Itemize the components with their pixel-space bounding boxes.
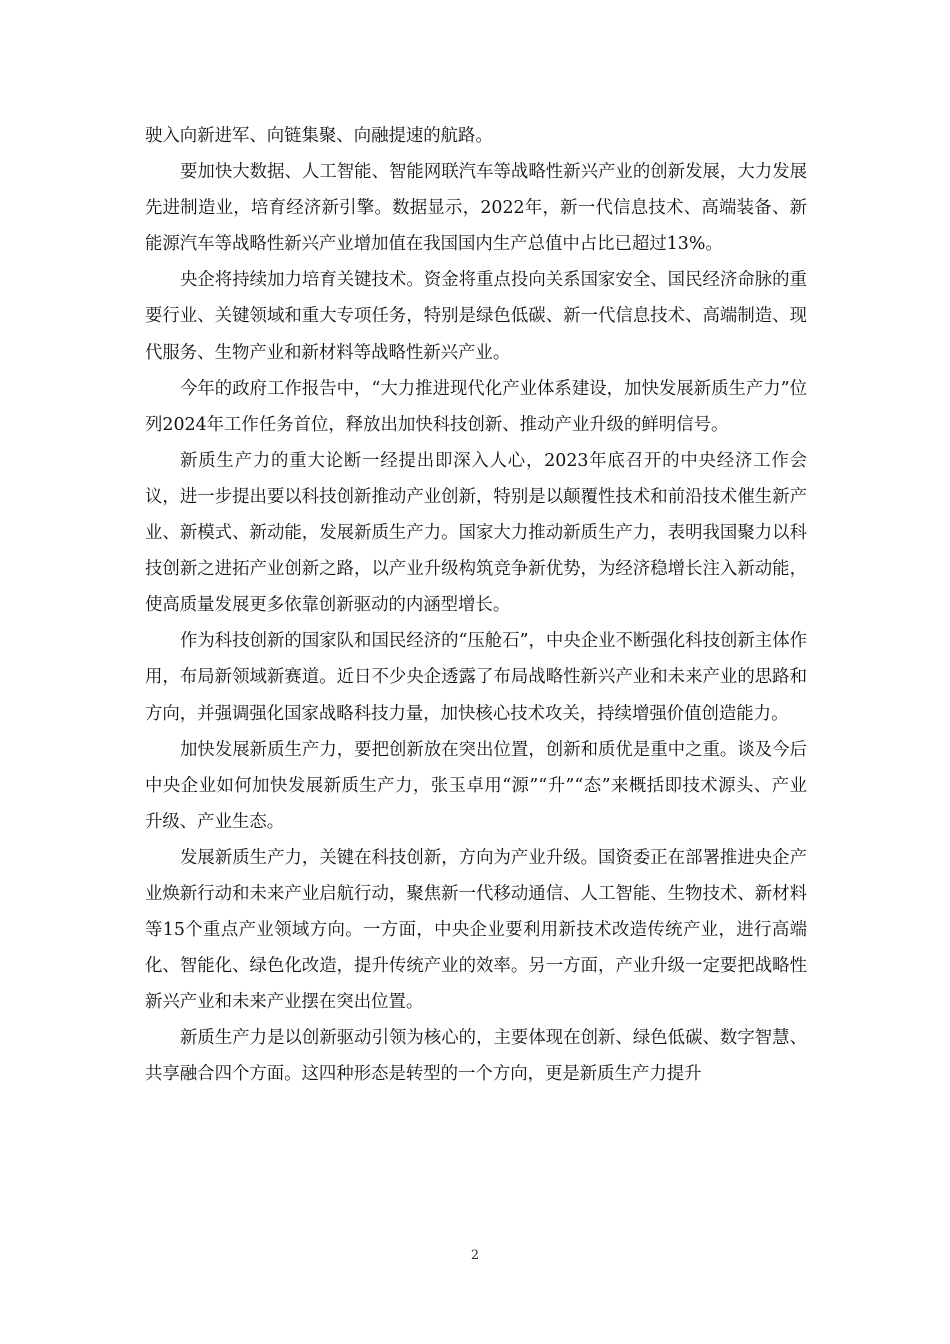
paragraph-key-technologies: 央企将持续加力培育关键技术。资金将重点投向关系国家安全、国民经济命脉的重要行业、关键领域和重大专项任务，特别是绿色低碳、新一代信息技术、高端制造、现代服务、生物产业和新材料等战略性新兴产业。 [145,270,807,363]
page-number: 2 [470,1248,480,1263]
paragraph-government-report: 今年的政府工作报告中，“大力推进现代化产业体系建设，加快发展新质生产力”位列2024年工作任务首位，释放出加快科技创新、推动产业升级的鲜明信号。 [145,378,807,435]
document-body [145,118,807,1093]
paragraph-innovation-priority: 加快发展新质生产力，要把创新放在突出位置，创新和质优是重中之重。谈及今后中央企业如何加快发展新质生产力，张玉卓用“源”“升”“态”来概括即技术源头、产业升级、产业生态。 [145,739,807,832]
paragraph-continued: 驶入向新进军、向链集聚、向融提速的航路。 [145,126,493,146]
paragraph-emerging-industries: 要加快大数据、人工智能、智能网联汽车等战略性新兴产业的创新发展，大力发展先进制造业，培育经济新引擎。数据显示，2022年，新一代信息技术、高端装备、新能源汽车等战略性新兴产业增加值在我国国内生产总值中占比已超过13%。 [145,162,807,255]
paragraph-industrial-upgrade: 发展新质生产力，关键在科技创新，方向为产业升级。国资委正在部署推进央企产业焕新行动和未来产业启航行动，聚焦新一代移动通信、人工智能、生物技术、新材料等15个重点产业领域方向。一方面，中央企业要利用新技术改造传统产业，进行高端化、智能化、绿色化改造，提升传统产业的效率。另一方面，产业升级一定要把战略性新兴产业和未来产业摆在突出位置。 [145,847,807,1013]
paragraph-four-aspects: 新质生产力是以创新驱动引领为核心的，主要体现在创新、绿色低碳、数字智慧、共享融合四个方面。这四种形态是转型的一个方向，更是新质生产力提升 [145,1028,807,1085]
paragraph-central-enterprises: 作为科技创新的国家队和国民经济的“压舱石”，中央企业不断强化科技创新主体作用，布局新领域新赛道。近日不少央企透露了布局战略性新兴产业和未来产业的思路和方向，并强调强化国家战略科技力量，加快核心技术攻关，持续增强价值创造能力。 [145,631,807,724]
paragraph-new-productivity: 新质生产力的重大论断一经提出即深入人心，2023年底召开的中央经济工作会议，进一步提出要以科技创新推动产业创新，特别是以颠覆性技术和前沿技术催生新产业、新模式、新动能，发展新质生产力。国家大力推动新质生产力，表明我国聚力以科技创新之进拓产业创新之路，以产业升级构筑竞争新优势，为经济稳增长注入新动能，使高质量发展更多依靠创新驱动的内涵型增长。 [145,450,807,616]
